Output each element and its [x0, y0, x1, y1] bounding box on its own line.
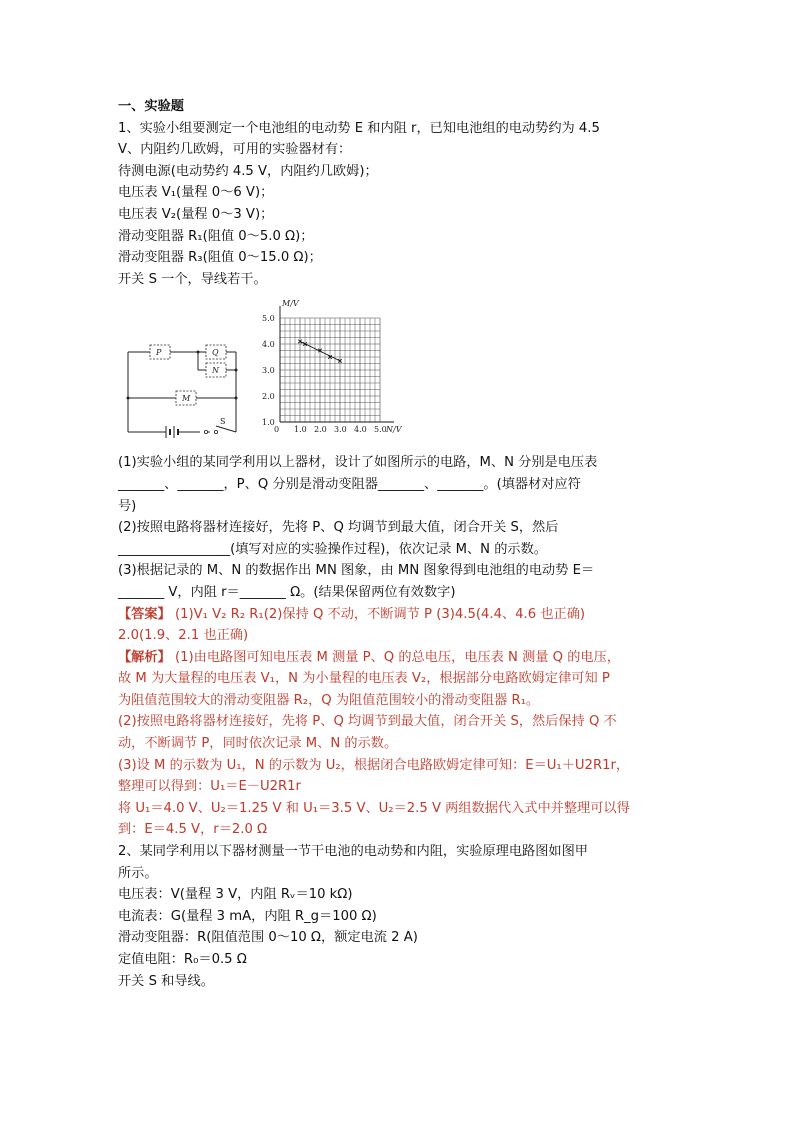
label-p: P	[156, 348, 162, 358]
label-n: N	[212, 366, 219, 376]
chart-ticks	[262, 314, 387, 434]
analysis-line: 将 U₁＝4.0 V、U₂＝1.25 V 和 U₁＝3.5 V、U₂＝2.5 V 两组数据代入式中并整理可以得	[118, 800, 630, 816]
section-title: 一、实验题	[118, 99, 184, 114]
q1-part-line: (1)实验小组的某同学利用以上器材，设计了如图所示的电路，M、N 分别是电压表	[118, 455, 598, 471]
analysis-line: (2)按照电路将器材连接好，先将 P、Q 均调节到最大值，闭合开关 S，然后保持 Q 不	[118, 714, 617, 730]
q1-stem-line: 滑动变阻器 R₁(阻值 0～5.0 Ω)；	[118, 228, 314, 244]
y-tick-label: 2.0	[262, 392, 275, 402]
q1-part-line: (2)按照电路将器材连接好，先将 P、Q 均调节到最大值，闭合开关 S，然后	[118, 520, 559, 536]
q1-stem-line: 电压表 V₁(量程 0～6 V)；	[118, 185, 274, 201]
q2-stem-line: 所示。	[118, 865, 158, 881]
x-tick-label: 4.0	[354, 425, 367, 435]
q2-stem-line: 定值电阻：R₀＝0.5 Ω	[118, 952, 247, 967]
chart-axes	[280, 299, 403, 434]
q1-part-line: (3)根据记录的 M、N 的数据作出 MN 图象，由 MN 图象得到电池组的电动势 E＝	[118, 563, 595, 579]
y-tick-label: 3.0	[262, 366, 275, 376]
analysis-line: 到：E＝4.5 V，r＝2.0 Ω	[118, 822, 268, 838]
q1-stem-line: 开关 S 一个，导线若干。	[118, 271, 267, 287]
analysis-tag: 【解析】	[118, 649, 171, 665]
q1-stem-line: 1、实验小组要测定一个电池组的电动势 E 和内阻 r，已知电池组的电动势约为 4.5	[118, 120, 600, 136]
document	[118, 96, 678, 992]
x-tick-label: 1.0	[294, 425, 307, 435]
q1-stem-line: 电压表 V₂(量程 0～3 V)；	[118, 206, 274, 222]
q2-stem-line: 电流表：G(量程 3 mA，内阻 R_g＝100 Ω)	[118, 908, 377, 924]
q1-part-line: _______ V，内阻 r＝_______ Ω。(结果保留两位有效数字)	[118, 584, 456, 600]
analysis-line: 整理可以得到：U₁＝E－U2R1r	[118, 779, 301, 795]
label-s: S	[220, 417, 226, 427]
analysis-line: 为阻值范围较大的滑动变阻器 R₂，Q 为阻值范围较小的滑动变阻器 R₁。	[118, 692, 540, 708]
q2-stem-line: 电压表：V(量程 3 V，内阻 Rᵥ＝10 kΩ)	[118, 887, 353, 903]
analysis-line	[118, 647, 678, 669]
answer-line-2: 2.0(1.9、2.1 也正确)	[118, 628, 249, 644]
q1-part-line: _________________(填写对应的实验操作过程)，依次记录 M、N 的示数。	[118, 541, 547, 557]
label-q: Q	[212, 348, 219, 358]
q2-stem-line: 滑动变阻器：R(阻值范围 0～10 Ω，额定电流 2 A)	[118, 930, 418, 946]
x-tick-label: 0	[274, 425, 280, 435]
x-tick-label: 5.0	[374, 425, 387, 435]
q1-stem-line: 滑动变阻器 R₃(阻值 0～15.0 Ω)；	[118, 250, 322, 266]
analysis-text: (1)由电路图可知电压表 M 测量 P、Q 的总电压，电压表 N 测量 Q 的电压，	[174, 649, 620, 665]
x-tick-label: 3.0	[334, 425, 347, 435]
q1-stem-line: 待测电源(电动势约 4.5 V，内阻约几欧姆)；	[118, 163, 378, 179]
chart-grid	[280, 318, 380, 422]
q1-part-line: 号)	[118, 498, 137, 514]
answer-tag: 【答案】	[118, 606, 171, 622]
x-tick-label: 2.0	[314, 425, 327, 435]
y-tick-label: 5.0	[262, 314, 275, 324]
analysis-line: (3)设 M 的示数为 U₁，N 的示数为 U₂，根据闭合电路欧姆定律可知：E＝U₁＋U2R1r，	[118, 757, 630, 773]
q2-stem-line: 2、某同学利用以下器材测量一节干电池的电动势和内阻，实验原理电路图如图甲	[118, 844, 588, 860]
circuit-diagram	[118, 336, 248, 446]
mn-chart	[260, 294, 420, 444]
analysis-line: 动，不断调节 P，同时依次记录 M、N 的示数。	[118, 736, 398, 752]
y-tick-label: 1.0	[262, 418, 275, 428]
answer-text: (1)V₁ V₂ R₂ R₁(2)保持 Q 不动，不断调节 P (3)4.5(4.4、4.6 也正确)	[174, 606, 586, 622]
analysis-line: 故 M 为大量程的电压表 V₁，N 为小量程的电压表 V₂，根据部分电路欧姆定律可知 P	[118, 671, 610, 687]
y-axis-label: M/V	[282, 299, 299, 309]
q1-part-line: _______、_______，P、Q 分别是滑动变阻器_______、_______。(填器材对应符	[118, 476, 581, 492]
answer-line	[118, 604, 678, 626]
figures	[118, 294, 678, 450]
q1-stem-line: V、内阻约几欧姆，可用的实验器材有：	[118, 142, 352, 158]
x-axis-label: N/V	[386, 425, 402, 435]
q2-stem-line: 开关 S 和导线。	[118, 973, 214, 989]
y-tick-label: 4.0	[262, 340, 275, 350]
label-m: M	[182, 394, 191, 404]
